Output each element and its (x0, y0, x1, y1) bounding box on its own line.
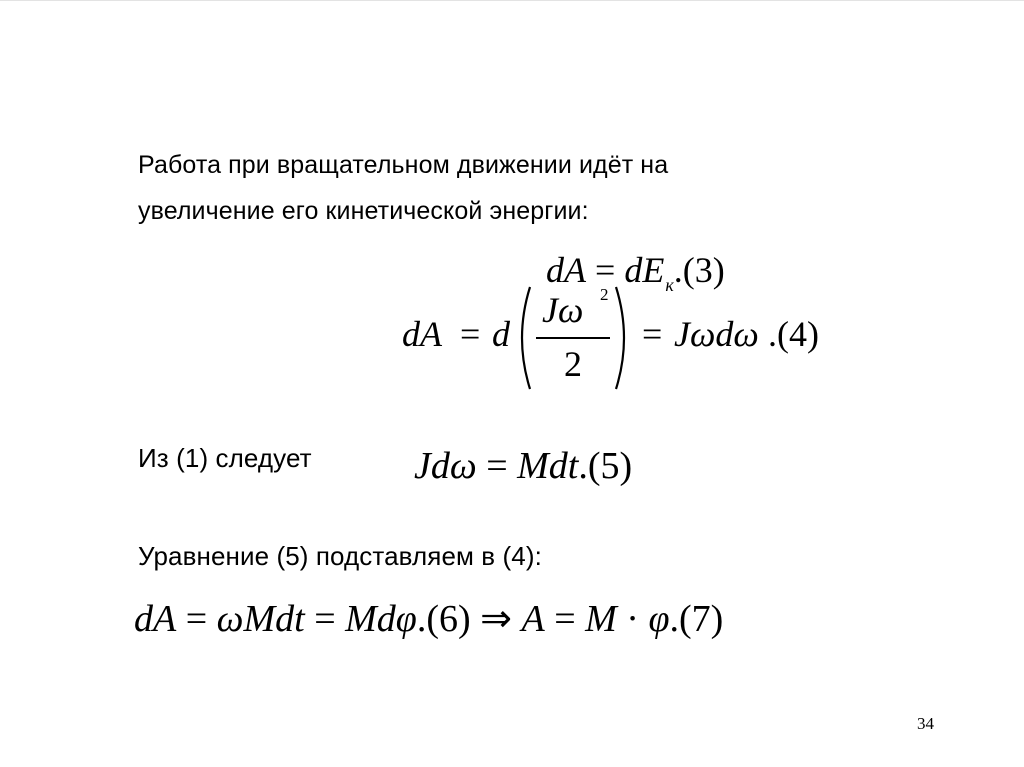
dot-operator-icon: · (616, 598, 649, 640)
eq6-part1: dA (134, 598, 177, 640)
eq5-label: .(5) (578, 445, 633, 487)
eq3-rhs: dE (624, 250, 665, 290)
eq5-rhs: Mdt (517, 445, 579, 487)
eq6-part3: Mdφ (345, 598, 417, 640)
intro-line-1: Работа при вращательном движении идёт на (138, 151, 669, 179)
eq7-part5: M (585, 598, 617, 640)
fraction-numerator: Jω 2 (542, 285, 609, 330)
eq7-label: .(7) (669, 598, 724, 640)
eq6-label: .(6) (416, 598, 471, 640)
fraction-denominator: 2 (564, 344, 582, 384)
eq4-fraction (534, 285, 612, 389)
from-eq1-text: Из (1) следует (138, 443, 312, 473)
page-number: 34 (917, 714, 934, 733)
eq7-part4: A (521, 598, 545, 640)
equation-4: dA = d Jω 2 2 = Jωdω .(4) (402, 283, 852, 393)
fraction-bar (536, 337, 610, 339)
substitute-text: Уравнение (5) подставляем в (4): (138, 541, 542, 571)
implies-arrow-icon: ⇒ (470, 598, 522, 640)
eq7-part6: φ (648, 598, 670, 640)
eq3-lhs: dA (546, 250, 586, 290)
eq4-rhs: Jωdω (674, 314, 759, 354)
eq3-subscript: к (665, 275, 674, 295)
eq5-lhs: Jdω (414, 445, 477, 487)
eq6-part2: ωMdt (216, 598, 305, 640)
equation-3: dA = $dE_к.(3)$ (546, 250, 725, 295)
eq4-label: .(4) (768, 314, 819, 354)
eq3-label: .(3) (673, 250, 725, 290)
eq4-lhs: dA (402, 314, 442, 354)
eq4-d: d (492, 314, 510, 354)
equation-5: Jdω = Mdt.(5) (414, 445, 633, 487)
intro-line-2: увеличение его кинетической энергии: (138, 197, 589, 225)
left-paren-icon (512, 283, 534, 393)
numerator-exponent: 2 (600, 285, 609, 304)
equation-6-7: dA = ωMdt = Mdφ.(6) ⇒ A = M · φ.(7) (134, 598, 724, 640)
right-paren-icon (612, 283, 634, 393)
